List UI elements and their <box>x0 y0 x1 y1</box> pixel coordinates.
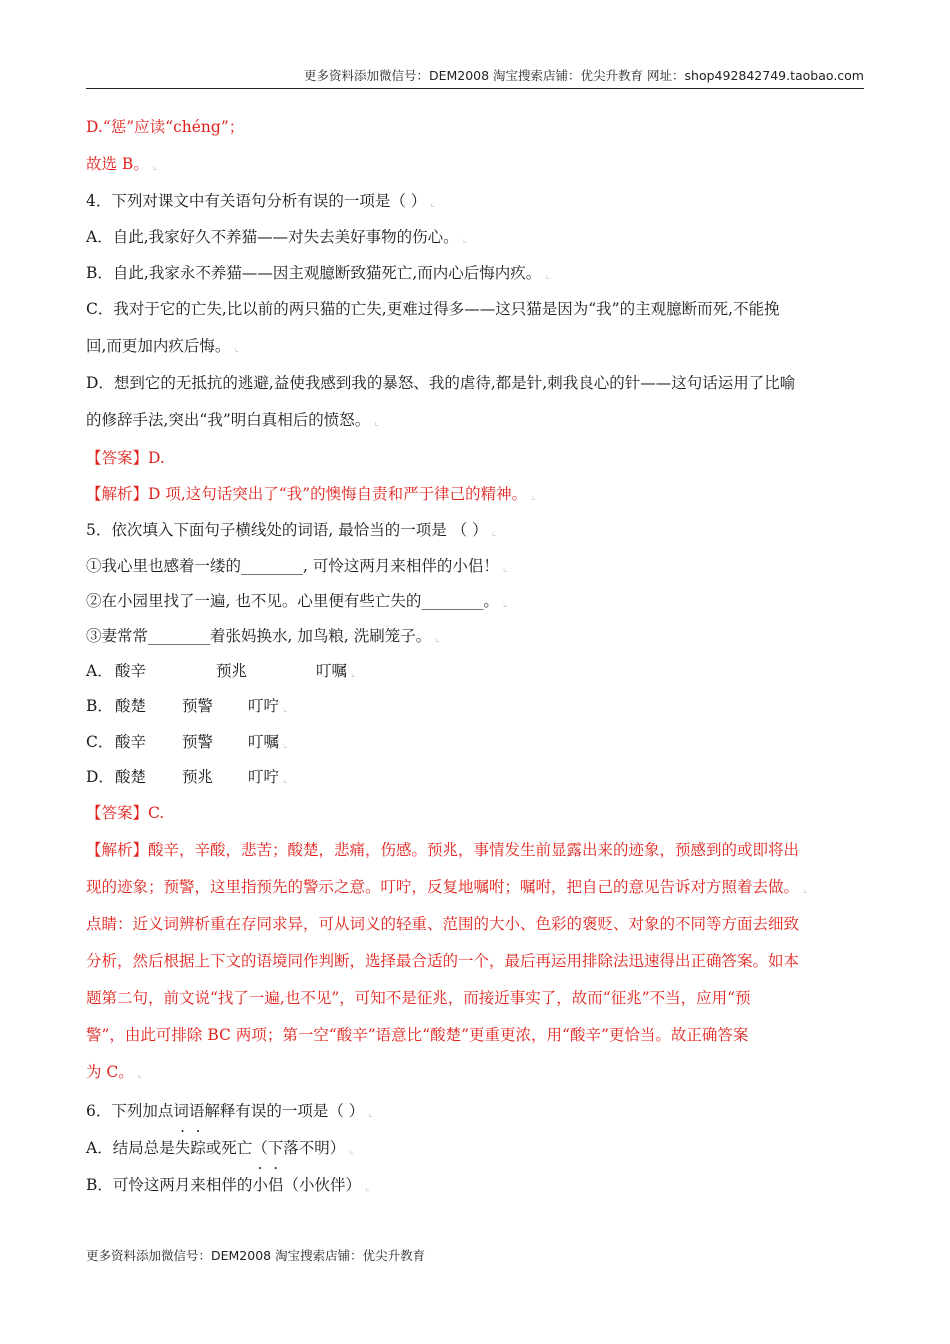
page-footer <box>86 1246 425 1264</box>
question-6-option-a: A．结局总是失踪或死亡（下落不明） ⌞ <box>86 1139 354 1157</box>
question-5-option-d: D． 酸楚 预兆 叮咛 ⌞ <box>86 768 288 786</box>
question-5-option-a: A． 酸辛 预兆 叮嘱 ⌞ <box>86 662 356 680</box>
question-6-option-b: B．可怜这两月来相伴的小侣（小伙伴） ⌞ <box>86 1176 370 1194</box>
dotted-char: 侣 <box>267 1176 284 1194</box>
explanation-4: 【解析】D 项,这句话突出了“我”的懊悔自责和严于律己的精神。 ⌞ <box>86 485 536 503</box>
choice-note: 故选 B。 ⌞ <box>86 155 158 173</box>
question-4: 4．下列对课文中有关语句分析有误的一项是（ ） ⌞ <box>86 192 435 210</box>
dotted-char: 小 <box>252 1176 268 1194</box>
question-5-option-b: B． 酸楚 预警 叮咛 ⌞ <box>86 697 288 715</box>
question-4-option-d-line1: D．想到它的无抵抗的逃避,益使我感到我的暴怒、我的虐待,都是针,刺我良心的针——这句话运用了比喻 <box>86 374 796 392</box>
answer-4: 【答案】D. <box>86 449 165 467</box>
explanation-5-line5: 题第二句，前文说“找了一遍,也不见”，可知不是征兆，而接近事实了，故而“征兆”不当，应用“预 <box>86 989 751 1007</box>
question-4-option-c-line2: 回,而更加内疚后悔。 ⌞ <box>86 337 240 355</box>
answer-5: 【答案】C. <box>86 804 165 822</box>
page-header <box>86 66 864 89</box>
explanation-5-line7: 为 C。 ⌞ <box>86 1063 143 1081</box>
question-4-option-b: B．自此,我家永不养猫——因主观臆断致猫死亡,而内心后悔内疚。 ⌞ <box>86 264 550 282</box>
question-4-option-d-line2: 的修辞手法,突出“我”明白真相后的愤怒。 ⌞ <box>86 411 379 429</box>
explanation-5-line1: 【解析】酸辛，辛酸，悲苦；酸楚，悲痛，伤感。预兆，事情发生前显露出来的迹象，预感到的或即将出 <box>86 841 800 859</box>
option-d-note: D.“惩”应读“chéng”； <box>86 118 245 136</box>
sentence-1: ①我心里也感着一缕的________, 可怜这两月来相伴的小侣！ ⌞ <box>86 557 508 575</box>
question-5: 5．依次填入下面句子横线处的词语, 最恰当的一项是 （ ） ⌞ <box>86 521 497 539</box>
sentence-3: ③妻常常________着张妈换水, 加鸟粮, 洗刷笼子。 ⌞ <box>86 627 440 645</box>
sentence-2: ②在小园里找了一遍, 也不见。心里便有些亡失的________。 ⌞ <box>86 592 508 610</box>
question-4-option-a: A．自此,我家好久不养猫——对失去美好事物的伤心。 ⌞ <box>86 228 468 246</box>
explanation-5-line3: 点睛：近义词辨析重在存同求异，可从词义的轻重、范围的大小、色彩的褒贬、对象的不同等方面去细致 <box>86 915 800 933</box>
question-4-option-c-line1: C．我对于它的亡失,比以前的两只猫的亡失,更难过得多——这只猫是因为“我”的主观臆断而死,不能挽 <box>86 300 780 318</box>
footer-text: 更多资料添加微信号：DEM2008 淘宝搜索店铺：优尖升教育 <box>86 1248 426 1263</box>
question-5-option-c: C． 酸辛 预警 叮嘱 ⌞ <box>86 733 288 751</box>
explanation-5-line6: 警”，由此可排除 BC 两项；第一空“酸辛”语意比“酸楚”更重更浓，用“酸辛”更恰当。故正确答案 <box>86 1026 749 1044</box>
explanation-5-line2: 现的迹象；预警，这里指预先的警示之意。叮咛，反复地嘱咐；嘱咐，把自己的意见告诉对方照着去做。 ⌞ <box>86 878 808 896</box>
dotted-char: 踪 <box>190 1139 206 1157</box>
question-6: 6．下列加点词语解释有误的一项是（ ） ⌞ <box>86 1102 373 1120</box>
explanation-5-line4: 分析，然后根据上下文的语境同作判断，选择最合适的一个，最后再运用排除法迅速得出正确答案。如本 <box>86 952 800 970</box>
dotted-char: 失 <box>174 1139 191 1157</box>
header-text: 更多资料添加微信号：DEM2008 淘宝搜索店铺：优尖升教育 网址：shop492842749.taobao.com <box>303 68 864 83</box>
